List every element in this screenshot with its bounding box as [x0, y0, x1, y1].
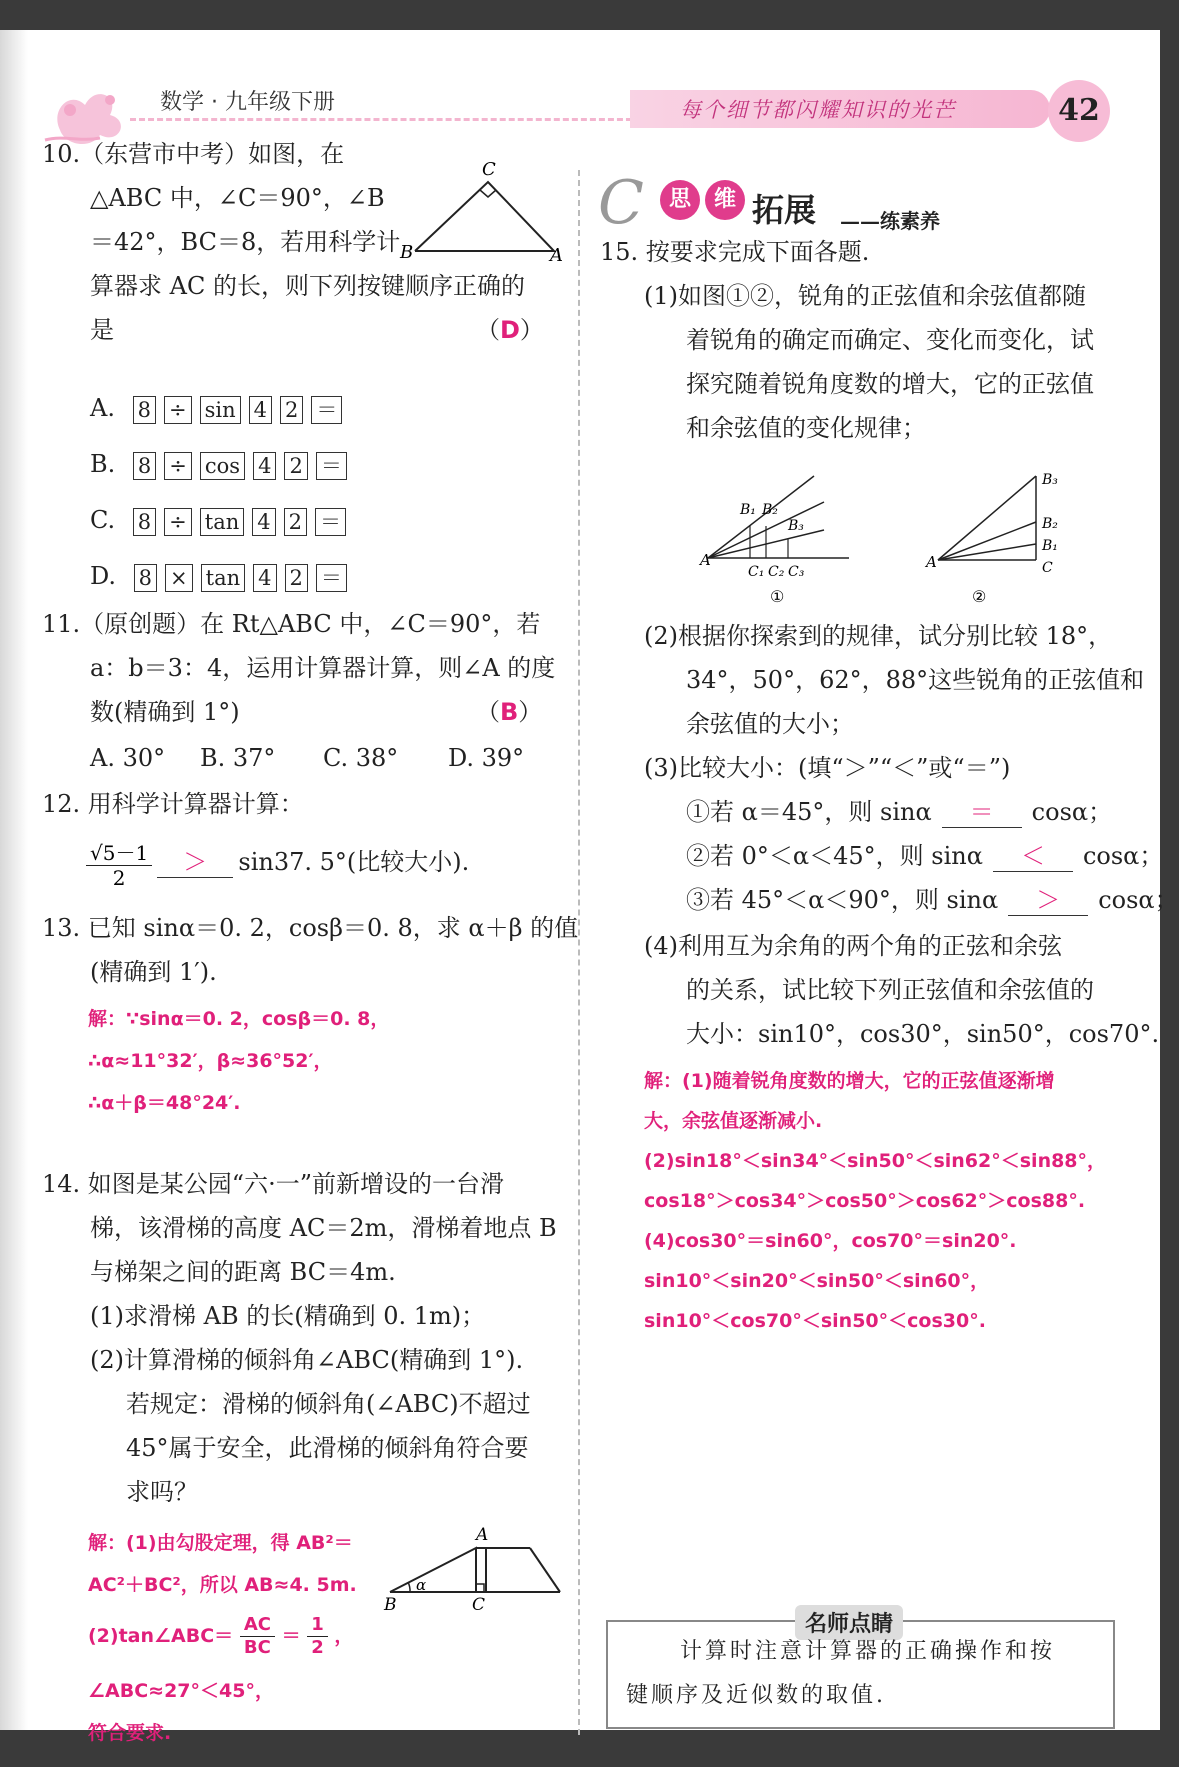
- fig1-caption: ①: [770, 587, 785, 606]
- q10-label-a: A: [550, 245, 563, 266]
- section-subtitle: ——练素养: [840, 209, 940, 233]
- q14-sol3-line1: ∠ABC≈27°＜45°，: [88, 1680, 274, 1702]
- q15-p1-line2: 着锐角的确定而确定、变化而变化，试: [686, 326, 1094, 354]
- q15-p3c: ③若 45°＜α＜90°，则 sinα ＞ cosα；: [686, 886, 1179, 914]
- section-bubble-2: 维: [705, 180, 745, 220]
- section-logo-letter: C: [598, 168, 644, 238]
- fig1-label-b3: B₃: [788, 518, 804, 534]
- q11-choice-a: A. 30°: [90, 744, 166, 772]
- page: [0, 30, 1179, 1744]
- q12-fraction: $\frac{√5-1}{2}$: [86, 841, 152, 890]
- q15-solution-3: (2)sin18°＜sin34°＜sin50°＜sin62°＜sin88°，: [644, 1150, 1107, 1172]
- q15-intro: 15. 按要求完成下面各题.: [600, 238, 870, 266]
- fig1-label-b1: B₁: [740, 502, 756, 518]
- q15-p3: (3)比较大小：(填“＞”“＜”或“＝”): [644, 754, 1011, 782]
- q15-p4-line3: 大小：sin10°，cos30°，sin50°，cos70°.: [686, 1020, 1160, 1048]
- tip-line2: 键顺序及近似数的取值.: [626, 1683, 886, 1708]
- q10-label-b: B: [400, 242, 414, 263]
- q15-solution-5: (4)cos30°＝sin60°，cos70°＝sin20°.: [644, 1230, 1017, 1252]
- q15-p2-line2: 34°，50°，62°，88°这些锐角的正弦值和: [686, 666, 1145, 694]
- q10-line4: 算器求 AC 的长，则下列按键顺序正确的: [90, 272, 525, 300]
- q15-p1-line1: (1)如图①②，锐角的正弦值和余弦值都随: [644, 282, 1086, 310]
- q14-line3: 与梯架之间的距离 BC＝4m.: [90, 1258, 396, 1286]
- q10-option-a: A. 8 ÷ sin 4 2 ＝: [90, 386, 350, 430]
- q13-line1: 13. 已知 sinα＝0. 2，cosβ＝0. 8，求 α＋β 的值: [42, 914, 579, 942]
- q15-p2-line3: 余弦值的大小；: [686, 710, 854, 738]
- q14-sub1: (1)求滑梯 AB 的长(精确到 0. 1m)；: [90, 1302, 486, 1330]
- q15-p1-line3: 探究随着锐角度数的增大，它的正弦值: [686, 370, 1094, 398]
- q10-option-d: D. 8 × tan 4 2 ＝: [90, 554, 355, 598]
- q15-solution-6: sin10°＜sin20°＜sin50°＜sin60°，: [644, 1270, 990, 1292]
- q15-p4-line2: 的关系，试比较下列正弦值和余弦值的: [686, 976, 1094, 1004]
- q10-label-c: C: [482, 159, 496, 180]
- q10-answer: D: [500, 316, 520, 344]
- q15-p3c-answer: ＞: [1008, 885, 1088, 916]
- q12-expression: [86, 840, 469, 890]
- q12-line1: 12. 用科学计算器计算：: [42, 790, 304, 818]
- q15-p3a-answer: ＝: [942, 797, 1022, 828]
- q15-p3b: ②若 0°＜α＜45°，则 sinα ＜ cosα；: [686, 842, 1164, 870]
- fig1-label-c1: C₁: [748, 564, 765, 580]
- q15-p2-line1: (2)根据你探索到的规律，试分别比较 18°，: [644, 622, 1113, 650]
- q11-answer-paren: （B）: [476, 698, 543, 726]
- q10-answer-paren: （D）: [476, 316, 544, 344]
- header-subject: 数学 · 九年级下册: [160, 90, 335, 115]
- q14-line1: 14. 如图是某公园“六·一”前新增设的一台滑: [42, 1170, 504, 1198]
- q11-choice-c: C. 38°: [323, 744, 399, 772]
- q14-line2: 梯，该滑梯的高度 AC＝2m，滑梯着地点 B: [90, 1214, 557, 1242]
- q14-label-a: A: [476, 1525, 489, 1545]
- q10-option-b: B. 8 ÷ cos 4 2 ＝: [90, 442, 355, 486]
- fig2-label-b1: B₁: [1042, 538, 1058, 554]
- q10-line3: ＝42°，BC＝8，若用科学计: [90, 228, 401, 256]
- q11-choice-d: D. 39°: [448, 744, 525, 772]
- q15-solution-4: cos18°＞cos34°＞cos50°＞cos62°＞cos88°.: [644, 1190, 1086, 1212]
- q14-label-alpha: α: [416, 1576, 427, 1594]
- q15-solution-1: 解：(1)随着锐角度数的增大，它的正弦值逐渐增: [644, 1070, 1055, 1092]
- fig2-label-c: C: [1042, 560, 1053, 576]
- q12-answer: ＞: [157, 847, 233, 878]
- q10-option-c: C. 8 ÷ tan 4 2 ＝: [90, 498, 354, 542]
- q15-p3a: ①若 α＝45°，则 sinα ＝ cosα；: [686, 798, 1113, 826]
- q15-solution-7: sin10°＜cos70°＜sin50°＜cos30°.: [644, 1310, 986, 1332]
- q14-sub2-line1: (2)计算滑梯的倾斜角∠ABC(精确到 1°).: [90, 1346, 524, 1374]
- section-bubble-1: 思: [660, 180, 700, 220]
- header-motto: 每个细节都闪耀知识的光芒: [680, 98, 956, 122]
- page-edge-shadow: [0, 30, 28, 1730]
- q14-label-c: C: [472, 1595, 486, 1615]
- column-divider: [578, 170, 580, 1735]
- q15-solution-2: 大，余弦值逐渐减小.: [644, 1110, 823, 1132]
- q15-p4-line1: (4)利用互为余角的两个角的正弦和余弦: [644, 932, 1062, 960]
- fig2-label-b3: B₃: [1042, 472, 1058, 488]
- q14-sub2-line3: 45°属于安全，此滑梯的倾斜角符合要: [126, 1434, 529, 1462]
- q15-figure-1: [694, 460, 864, 610]
- q13-solution-3: ∴α＋β＝48°24′.: [88, 1092, 241, 1114]
- q14-sub2-line2: 若规定：滑梯的倾斜角(∠ABC)不超过: [126, 1390, 531, 1418]
- q14-sol1-line1: 解：(1)由勾股定理，得 AB²＝: [88, 1532, 353, 1554]
- q10-line1: 10.（东营市中考）如图，在: [42, 140, 345, 168]
- fig1-label-b2: B₂: [762, 502, 778, 518]
- q14-sol3-line2: 符合要求.: [88, 1722, 172, 1744]
- fig2-label-b2: B₂: [1042, 516, 1058, 532]
- fig1-label-c3: C₃: [788, 564, 805, 580]
- q15-p3b-answer: ＜: [993, 841, 1073, 872]
- fig2-caption: ②: [972, 587, 987, 606]
- q14-sub2-line4: 求吗？: [126, 1478, 198, 1506]
- tip-line1: 计算时注意计算器的正确操作和按: [680, 1639, 1056, 1664]
- q13-line2: (精确到 1′).: [90, 958, 217, 986]
- q14-sol2: (2)tan∠ABC＝ $\frac{AC}{BC}$ ＝ $\frac{1}{2}$ ，: [88, 1614, 354, 1658]
- q14-slide-figure: [380, 1510, 580, 1615]
- header-dashed-rule: [130, 118, 650, 121]
- q11-line3: 数(精确到 1°): [90, 698, 240, 726]
- q10-triangle-figure: [390, 145, 570, 265]
- q10-line5: 是: [90, 316, 114, 344]
- fig1-label-a: A: [700, 551, 711, 569]
- q11-choice-b: B. 37°: [200, 744, 276, 772]
- q12-tail: sin37. 5°(比较大小).: [238, 848, 470, 876]
- section-title: 拓展: [752, 191, 817, 229]
- q11-line1: 11.（原创题）在 Rt△ABC 中，∠C＝90°，若: [42, 610, 541, 638]
- q15-p1-line4: 和余弦值的变化规律；: [686, 414, 926, 442]
- fig1-label-c2: C₂: [768, 564, 785, 580]
- q14-label-b: B: [384, 1595, 397, 1615]
- q14-sol1-line2: AC²＋BC²，所以 AB≈4. 5m.: [88, 1574, 357, 1596]
- tip-label: 名师点睛: [795, 1605, 903, 1640]
- fig2-label-a: A: [926, 553, 937, 571]
- q15-figure-2: [918, 460, 1068, 610]
- q11-line2: a：b＝3：4，运用计算器计算，则∠A 的度: [90, 654, 556, 682]
- q10-line2: △ABC 中，∠C＝90°，∠B: [90, 184, 385, 212]
- q13-solution-2: ∴α≈11°32′，β≈36°52′，: [88, 1050, 333, 1072]
- page-number: 42: [1048, 80, 1110, 142]
- q13-solution-1: 解：∵sinα＝0. 2，cosβ＝0. 8，: [88, 1008, 390, 1030]
- q11-answer: B: [500, 698, 519, 726]
